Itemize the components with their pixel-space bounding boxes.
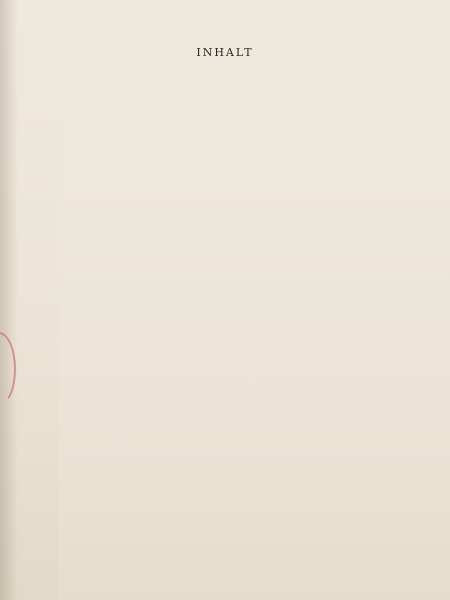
page-shadow <box>0 0 18 600</box>
toc-entry <box>58 535 406 553</box>
page-title: INHALT <box>196 46 254 59</box>
toc-entry-page-number <box>58 78 450 600</box>
table-of-contents <box>58 78 406 553</box>
